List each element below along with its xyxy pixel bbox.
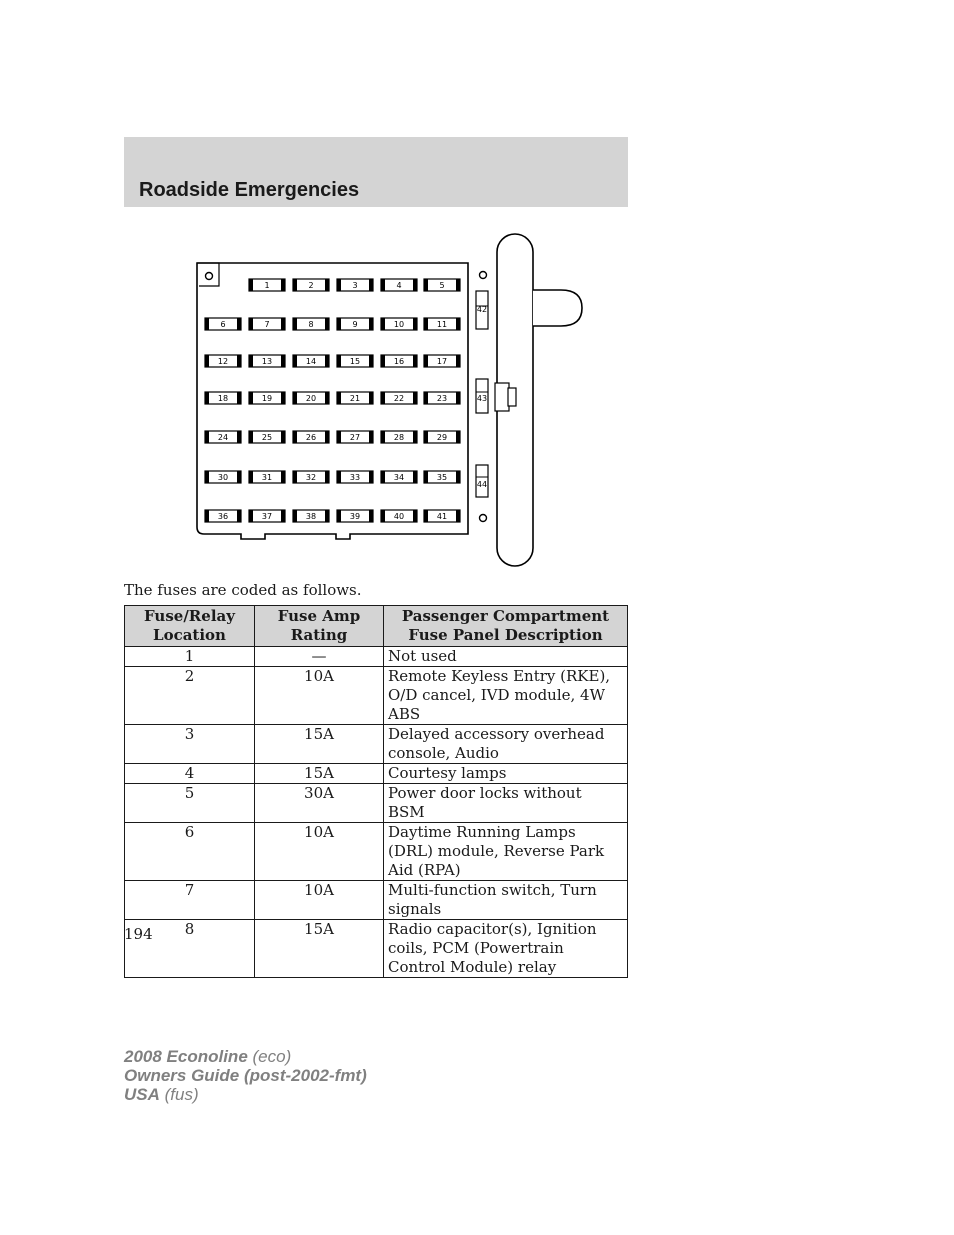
fuse-label: 38 — [305, 512, 317, 521]
fuse-label: 3 — [352, 281, 358, 290]
footer-line-1 — [124, 1047, 367, 1066]
fuse-terminal — [456, 431, 460, 443]
table-row — [125, 823, 628, 881]
fuse-terminal — [413, 471, 417, 483]
section-title: Roadside Emergencies — [139, 179, 360, 201]
fuse-label: 21 — [349, 394, 361, 403]
fuse-terminal — [237, 431, 241, 443]
fuse-terminal — [413, 431, 417, 443]
fuse-terminal — [281, 471, 285, 483]
fuse-terminal — [369, 510, 373, 522]
cell-location: 4 — [125, 764, 255, 784]
fuse-terminal — [205, 471, 209, 483]
cell-description: Multi-function switch, Turn signals — [384, 881, 628, 920]
fuse-terminal — [325, 510, 329, 522]
fuse-terminal — [237, 510, 241, 522]
fuse-terminal — [281, 355, 285, 367]
cell-description: Courtesy lamps — [384, 764, 628, 784]
fuse-label: 28 — [393, 433, 405, 442]
header-location: Fuse/Relay Location — [125, 606, 255, 647]
fuse-label: 7 — [264, 320, 270, 329]
fuse-terminal — [205, 355, 209, 367]
fuse-panel-svg — [190, 230, 590, 570]
intro-text: The fuses are coded as follows. — [124, 581, 362, 599]
table-row — [125, 784, 628, 823]
table-row — [125, 725, 628, 764]
footer-line-3 — [124, 1085, 367, 1104]
footer-model: 2008 Econoline — [124, 1047, 248, 1066]
cell-location: 2 — [125, 667, 255, 725]
cell-location: 1 — [125, 647, 255, 667]
table-row — [125, 764, 628, 784]
fuse-terminal — [205, 431, 209, 443]
connector — [495, 383, 509, 411]
fuse-terminal — [237, 471, 241, 483]
relay-label: 44 — [476, 480, 488, 489]
cell-location: 8 — [125, 920, 255, 978]
fuse-label: 22 — [393, 394, 405, 403]
fuse-terminal — [381, 510, 385, 522]
fuse-terminal — [337, 318, 341, 330]
fuse-terminal — [456, 510, 460, 522]
fuse-terminal — [337, 355, 341, 367]
fuse-terminal — [293, 431, 297, 443]
fuse-panel-diagram — [190, 230, 590, 570]
fuse-terminal — [281, 431, 285, 443]
fuse-label: 16 — [393, 357, 405, 366]
fuse-terminal — [293, 279, 297, 291]
fuse-terminal — [413, 355, 417, 367]
document-footer — [124, 1047, 367, 1104]
fuse-label: 20 — [305, 394, 317, 403]
fuse-terminal — [381, 318, 385, 330]
fuse-terminal — [337, 392, 341, 404]
fuse-terminal — [281, 510, 285, 522]
bracket-clip — [533, 290, 582, 326]
fuse-terminal — [325, 392, 329, 404]
fuse-label: 25 — [261, 433, 273, 442]
fuse-label: 1 — [264, 281, 270, 290]
cell-location: 6 — [125, 823, 255, 881]
fuse-terminal — [381, 355, 385, 367]
mount-hole — [480, 272, 487, 279]
fuse-label: 18 — [217, 394, 229, 403]
table-row — [125, 920, 628, 978]
fuse-label: 15 — [349, 357, 361, 366]
fuse-label: 6 — [220, 320, 226, 329]
fuse-label: 24 — [217, 433, 229, 442]
fuse-label: 13 — [261, 357, 273, 366]
cell-amp: 10A — [255, 881, 384, 920]
cell-description: Delayed accessory overhead console, Audio — [384, 725, 628, 764]
fuse-terminal — [237, 392, 241, 404]
fuse-terminal — [281, 279, 285, 291]
fuse-terminal — [369, 318, 373, 330]
fuse-terminal — [325, 431, 329, 443]
fuse-terminal — [381, 471, 385, 483]
cell-description: Remote Keyless Entry (RKE), O/D cancel, IVD module, 4W ABS — [384, 667, 628, 725]
fuse-terminal — [325, 471, 329, 483]
fuse-terminal — [293, 355, 297, 367]
fuse-label: 12 — [217, 357, 229, 366]
cell-amp: 10A — [255, 823, 384, 881]
footer-market-code: (fus) — [159, 1085, 199, 1104]
cell-description: Daytime Running Lamps (DRL) module, Reverse Park Aid (RPA) — [384, 823, 628, 881]
table-header-row — [125, 606, 628, 647]
fuse-terminal — [424, 392, 428, 404]
fuse-group — [205, 279, 488, 522]
fuse-label: 41 — [436, 512, 448, 521]
fuse-terminal — [424, 471, 428, 483]
fuse-terminal — [369, 392, 373, 404]
fuse-terminal — [337, 471, 341, 483]
fuse-label: 39 — [349, 512, 361, 521]
cell-amp: 15A — [255, 725, 384, 764]
fuse-terminal — [237, 318, 241, 330]
fuse-label: 11 — [436, 320, 448, 329]
footer-market: USA — [124, 1085, 160, 1104]
fuse-label: 14 — [305, 357, 317, 366]
fuse-terminal — [337, 431, 341, 443]
fuse-label: 40 — [393, 512, 405, 521]
fuse-table — [124, 605, 628, 978]
fuse-terminal — [325, 355, 329, 367]
fuse-terminal — [424, 318, 428, 330]
cell-amp: — — [255, 647, 384, 667]
fuse-label: 2 — [308, 281, 314, 290]
cell-description: Not used — [384, 647, 628, 667]
fuse-label: 4 — [396, 281, 402, 290]
fuse-terminal — [369, 279, 373, 291]
fuse-terminal — [249, 431, 253, 443]
cell-amp: 15A — [255, 920, 384, 978]
fuse-terminal — [205, 510, 209, 522]
fuse-terminal — [249, 510, 253, 522]
fuse-terminal — [337, 510, 341, 522]
fuse-label: 26 — [305, 433, 317, 442]
cell-description: Power door locks without BSM — [384, 784, 628, 823]
fuse-label: 36 — [217, 512, 229, 521]
fuse-terminal — [237, 355, 241, 367]
fuse-label: 33 — [349, 473, 361, 482]
cell-location: 3 — [125, 725, 255, 764]
fuse-terminal — [337, 279, 341, 291]
fuse-terminal — [424, 355, 428, 367]
header-amp: Fuse Amp Rating — [255, 606, 384, 647]
cell-description: Radio capacitor(s), Ignition coils, PCM (Powertrain Control Module) relay — [384, 920, 628, 978]
fuse-terminal — [424, 279, 428, 291]
fuse-terminal — [325, 318, 329, 330]
fuse-terminal — [369, 355, 373, 367]
fuse-label: 10 — [393, 320, 405, 329]
fuse-label: 34 — [393, 473, 405, 482]
fuse-terminal — [205, 318, 209, 330]
fuse-label: 27 — [349, 433, 361, 442]
fuse-label: 19 — [261, 394, 273, 403]
fuse-terminal — [249, 355, 253, 367]
header-description: Passenger Compartment Fuse Panel Description — [384, 606, 628, 647]
fuse-terminal — [413, 510, 417, 522]
fuse-terminal — [456, 392, 460, 404]
fuse-terminal — [293, 471, 297, 483]
cell-amp: 30A — [255, 784, 384, 823]
fuse-terminal — [293, 318, 297, 330]
fuse-label: 8 — [308, 320, 314, 329]
page-number: 194 — [124, 925, 153, 943]
fuse-label: 30 — [217, 473, 229, 482]
fuse-terminal — [249, 318, 253, 330]
fuse-terminal — [293, 510, 297, 522]
fuse-terminal — [249, 471, 253, 483]
mount-hole — [206, 273, 213, 280]
fuse-terminal — [325, 279, 329, 291]
fuse-terminal — [369, 471, 373, 483]
cell-amp: 10A — [255, 667, 384, 725]
cell-location: 5 — [125, 784, 255, 823]
mount-hole — [480, 515, 487, 522]
fuse-terminal — [281, 318, 285, 330]
fuse-label: 17 — [436, 357, 448, 366]
panel-tab — [197, 263, 219, 286]
section-header — [124, 137, 628, 207]
footer-model-code: (eco) — [247, 1047, 292, 1066]
fuse-terminal — [249, 279, 253, 291]
fuse-terminal — [456, 279, 460, 291]
relay-label: 42 — [476, 305, 488, 314]
table-row — [125, 881, 628, 920]
fuse-terminal — [424, 510, 428, 522]
fuse-terminal — [381, 279, 385, 291]
fuse-label: 9 — [352, 320, 358, 329]
fuse-terminal — [456, 355, 460, 367]
fuse-label: 29 — [436, 433, 448, 442]
fuse-terminal — [369, 431, 373, 443]
cell-amp: 15A — [255, 764, 384, 784]
fuse-label: 37 — [261, 512, 273, 521]
cell-location: 7 — [125, 881, 255, 920]
table-row — [125, 667, 628, 725]
table-row — [125, 647, 628, 667]
fuse-terminal — [381, 431, 385, 443]
fuse-terminal — [413, 318, 417, 330]
fuse-terminal — [381, 392, 385, 404]
fuse-terminal — [281, 392, 285, 404]
footer-line-2: Owners Guide (post-2002-fmt) — [124, 1066, 367, 1085]
fuse-terminal — [424, 431, 428, 443]
fuse-terminal — [249, 392, 253, 404]
connector-pin — [508, 388, 516, 406]
fuse-terminal — [456, 318, 460, 330]
fuse-label: 32 — [305, 473, 317, 482]
fuse-terminal — [293, 392, 297, 404]
fuse-label: 23 — [436, 394, 448, 403]
fuse-terminal — [413, 279, 417, 291]
fuse-label: 35 — [436, 473, 448, 482]
fuse-terminal — [205, 392, 209, 404]
relay-label: 43 — [476, 394, 488, 403]
fuse-terminal — [413, 392, 417, 404]
fuse-label: 5 — [439, 281, 445, 290]
fuse-label: 31 — [261, 473, 273, 482]
fuse-terminal — [456, 471, 460, 483]
